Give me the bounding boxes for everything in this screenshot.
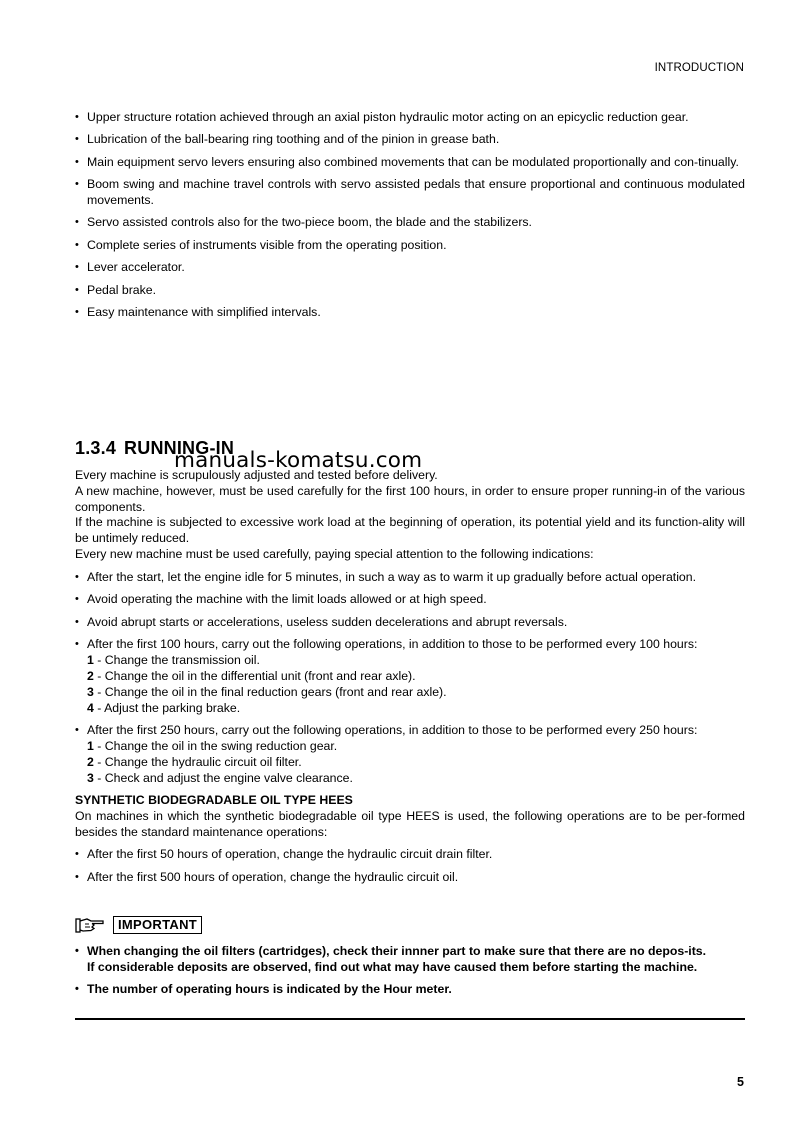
feature-item: • Pedal brake. xyxy=(75,283,745,299)
step-number: 3 xyxy=(87,684,94,699)
feature-item: • Servo assisted controls also for the two-piece boom, the blade and the stabilizers. xyxy=(75,215,745,231)
running-header: INTRODUCTION xyxy=(654,62,744,74)
feature-item: • Lubrication of the ball-bearing ring toothing and of the pinion in grease bath. xyxy=(75,132,745,148)
important-text: If considerable deposits are observed, find out what may have caused them before starting the machine. xyxy=(87,959,698,974)
pointing-hand-icon xyxy=(75,916,105,934)
step-text: - Change the oil in the final reduction gears (front and rear axle). xyxy=(93,684,447,699)
step xyxy=(87,685,745,701)
important-notice-header xyxy=(75,916,202,934)
step-number: 1 xyxy=(87,738,94,753)
step xyxy=(87,771,745,787)
watermark: manuals-komatsu.com xyxy=(174,448,423,473)
indication-item: • Avoid abrupt starts or accelerations, useless sudden decelerations and abrupt reversals. xyxy=(75,615,745,631)
hees-heading: SYNTHETIC BIODEGRADABLE OIL TYPE HEES xyxy=(75,793,353,808)
step-number: 1 xyxy=(87,653,94,668)
page-number: 5 xyxy=(737,1075,744,1089)
feature-item: • Main equipment servo levers ensuring also combined movements that can be modulated proportionally and con-tinually. xyxy=(75,155,745,171)
feature-item: • Easy maintenance with simplified intervals. xyxy=(75,305,745,321)
step-number: 3 xyxy=(87,770,94,785)
after-100-hours-item xyxy=(75,637,745,716)
step-text: - Adjust the parking brake. xyxy=(93,700,241,715)
important-item xyxy=(75,944,745,976)
step-text: - Change the transmission oil. xyxy=(93,653,260,668)
paragraph: If the machine is subjected to excessive work load at the beginning of operation, its potential yield and its function-ality will be untimely reduced. xyxy=(75,515,745,546)
step-number: 2 xyxy=(87,668,94,683)
indication-item: • Avoid operating the machine with the limit loads allowed or at high speed. xyxy=(75,592,745,608)
feature-list xyxy=(75,110,745,327)
indication-item: • After the start, let the engine idle for 5 minutes, in such a way as to warm it up gradually before actual operation. xyxy=(75,570,745,586)
section-number: 1.3.4 xyxy=(75,438,117,458)
step-text: - Change the oil in the swing reduction gear. xyxy=(93,738,338,753)
after-250-intro: • After the first 250 hours, carry out the following operations, in addition to those to be performed every 250 hours: xyxy=(87,723,698,738)
section-divider xyxy=(75,1018,745,1020)
hees-intro: On machines in which the synthetic biodegradable oil type HEES is used, the following operations are to be per-formed besides the standard maintenance operations: xyxy=(75,808,745,839)
paragraph: Every new machine must be used carefully, paying special attention to the following indications: xyxy=(75,546,594,561)
feature-item: • Lever accelerator. xyxy=(75,260,745,276)
step-text: - Check and adjust the engine valve clearance. xyxy=(93,770,353,785)
paragraph: Every machine is scrupulously adjusted and tested before delivery. xyxy=(75,468,438,482)
after-250-hours-item xyxy=(75,723,745,786)
step xyxy=(87,739,745,755)
feature-item: • Complete series of instruments visible from the operating position. xyxy=(75,238,745,254)
running-in-body xyxy=(75,468,745,893)
feature-item: • Upper structure rotation achieved through an axial piston hydraulic motor acting on an epicyclic reduction gear. xyxy=(75,110,745,126)
step xyxy=(87,669,745,685)
important-text: • When changing the oil filters (cartridges), check their innner part to make sure that there are no depos-its. xyxy=(87,944,707,958)
important-notice-body xyxy=(75,944,745,1005)
step xyxy=(87,701,745,717)
hees-item: • After the first 500 hours of operation, change the hydraulic circuit oil. xyxy=(75,870,745,886)
section-title: RUNNING-IN xyxy=(124,438,235,458)
feature-item: • Boom swing and machine travel controls with servo assisted pedals that ensure proportional and continuous modulated movements. xyxy=(75,177,745,209)
step xyxy=(87,653,745,669)
important-label: IMPORTANT xyxy=(113,916,202,934)
after-100-intro: • After the first 100 hours, carry out the following operations, in addition to those to be performed every 100 hours: xyxy=(87,637,698,652)
step-text: - Change the oil in the differential unit (front and rear axle). xyxy=(93,668,416,683)
step-number: 4 xyxy=(87,700,94,715)
paragraph: A new machine, however, must be used carefully for the first 100 hours, in order to ensure proper running-in of the various components. xyxy=(75,483,745,514)
step-text: - Change the hydraulic circuit oil filter. xyxy=(93,754,302,769)
important-item: • The number of operating hours is indicated by the Hour meter. xyxy=(75,982,745,998)
hees-item: • After the first 50 hours of operation, change the hydraulic circuit drain filter. xyxy=(75,847,745,863)
step xyxy=(87,755,745,771)
step-number: 2 xyxy=(87,754,94,769)
